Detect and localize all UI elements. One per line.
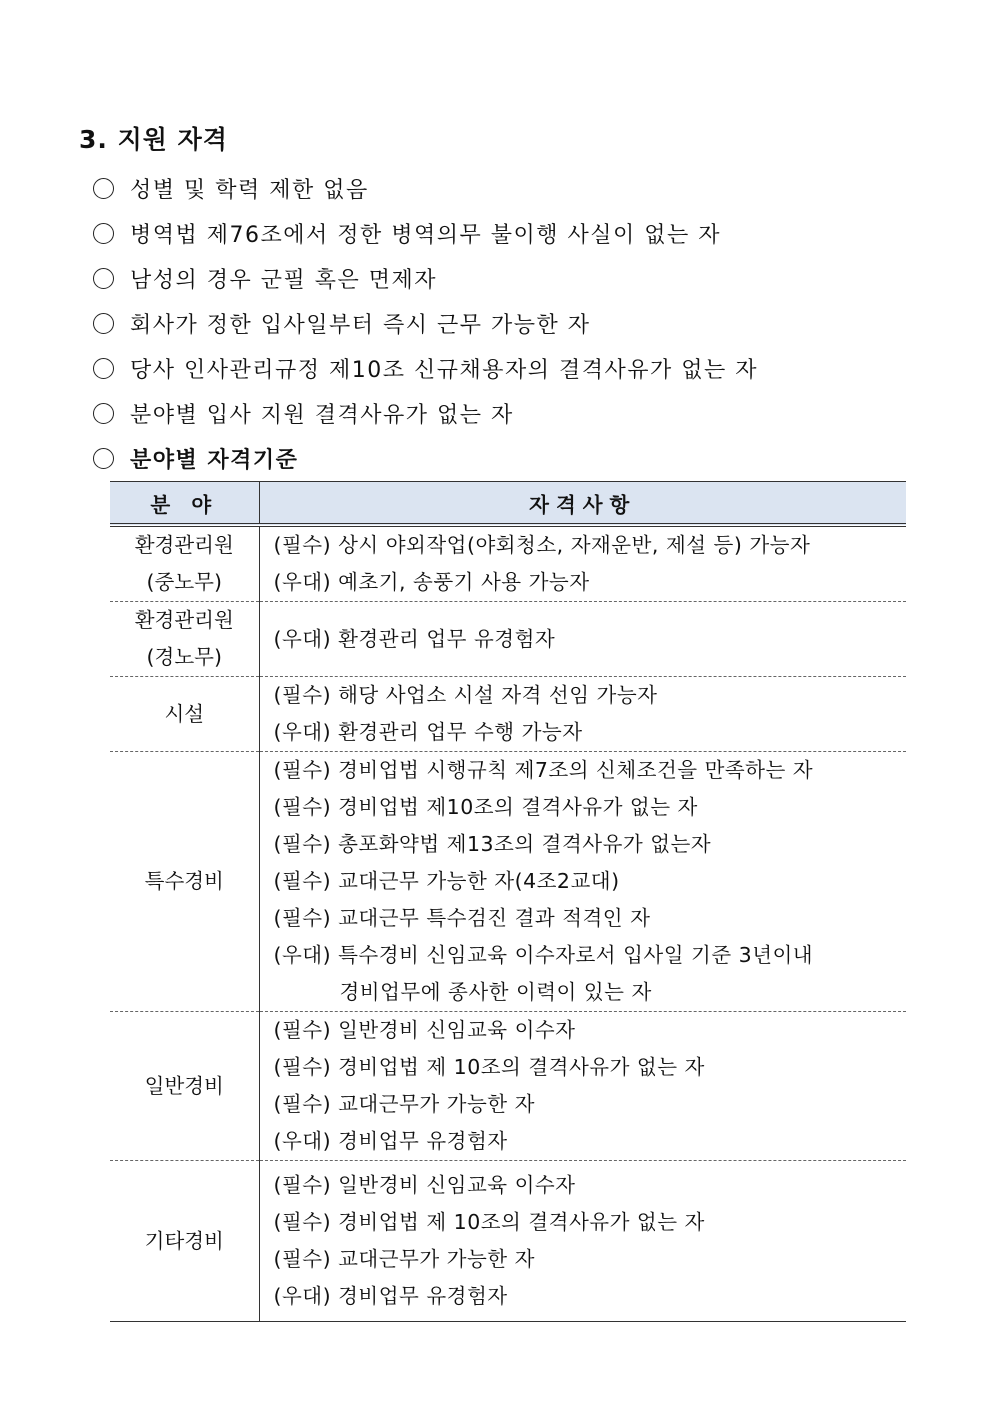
qualification-table (110, 481, 906, 1322)
requirement-line: (우대) 경비업무 유경험자 (273, 1129, 508, 1153)
requirement-line: (필수) 교대근무가 가능한 자 (273, 1247, 535, 1271)
requirement-line: (필수) 총포화약법 제13조의 결격사유가 없는자 (273, 832, 712, 856)
bullet-item: 분야별 입사 지원 결격사유가 없는 자 (93, 391, 758, 436)
field-cell: 환경관리원 (중노무) (110, 525, 259, 602)
table-row (110, 525, 906, 602)
requirements-cell (259, 1161, 906, 1322)
requirement-line: (필수) 경비업법 제 10조의 결격사유가 없는 자 (273, 1210, 705, 1234)
section-title: 3. 지원 자격 (79, 125, 228, 154)
requirement-line: (필수) 경비업법 제10조의 결격사유가 없는 자 (273, 795, 698, 819)
circle-bullet-icon (93, 448, 114, 469)
requirement-line-continued: 경비업무에 종사한 이력이 있는 자 (339, 980, 652, 1004)
requirement-line: (필수) 경비업법 시행규칙 제7조의 신체조건을 만족하는 자 (273, 758, 814, 782)
bullet-item: 회사가 정한 입사일부터 즉시 근무 가능한 자 (93, 301, 758, 346)
bullet-item: 성별 및 학력 제한 없음 (93, 166, 758, 211)
circle-bullet-icon (93, 403, 114, 424)
circle-bullet-icon (93, 313, 114, 334)
requirement-line: (필수) 해당 사업소 시설 자격 선임 가능자 (273, 683, 658, 707)
requirement-line: (우대) 특수경비 신임교육 이수자로서 입사일 기준 3년이내 (273, 943, 814, 967)
bullet-list (93, 166, 758, 481)
table-row (110, 1161, 906, 1322)
requirements-cell (259, 602, 906, 677)
requirement-line: (필수) 일반경비 신임교육 이수자 (273, 1173, 576, 1197)
field-cell: 시설 (110, 677, 259, 752)
field-cell: 기타경비 (110, 1161, 259, 1322)
requirements-cell (259, 752, 906, 1012)
requirement-line: (필수) 교대근무 가능한 자(4조2교대) (273, 869, 620, 893)
requirement-line: (필수) 상시 야외작업(야회청소, 자재운반, 제설 등) 가능자 (273, 533, 811, 557)
requirements-cell (259, 525, 906, 602)
table-row (110, 752, 906, 1012)
circle-bullet-icon (93, 223, 114, 244)
field-cell: 특수경비 (110, 752, 259, 1012)
table-row (110, 677, 906, 752)
requirements-cell (259, 1012, 906, 1161)
table-row (110, 602, 906, 677)
table-row (110, 1012, 906, 1161)
requirement-line: (우대) 환경관리 업무 수행 가능자 (273, 720, 583, 744)
table-header-row (110, 482, 906, 526)
bullet-item-criteria: 분야별 자격기준 (93, 436, 758, 481)
bullet-item: 남성의 경우 군필 혹은 면제자 (93, 256, 758, 301)
requirement-line: (필수) 일반경비 신임교육 이수자 (273, 1018, 576, 1042)
requirement-line: (필수) 교대근무가 가능한 자 (273, 1092, 535, 1116)
requirement-line: (우대) 환경관리 업무 유경험자 (273, 626, 556, 651)
field-cell: 일반경비 (110, 1012, 259, 1161)
requirement-line: (우대) 경비업무 유경험자 (273, 1284, 508, 1308)
field-cell: 환경관리원 (경노무) (110, 602, 259, 677)
header-qualification: 자격사항 (259, 482, 906, 526)
requirement-line: (필수) 교대근무 특수검진 결과 적격인 자 (273, 906, 651, 930)
header-field: 분 야 (110, 482, 259, 526)
bullet-item: 당사 인사관리규정 제10조 신규채용자의 결격사유가 없는 자 (93, 346, 758, 391)
bullet-item: 병역법 제76조에서 정한 병역의무 불이행 사실이 없는 자 (93, 211, 758, 256)
circle-bullet-icon (93, 268, 114, 289)
requirements-cell (259, 677, 906, 752)
requirement-line: (필수) 경비업법 제 10조의 결격사유가 없는 자 (273, 1055, 705, 1079)
circle-bullet-icon (93, 358, 114, 379)
requirement-line: (우대) 예초기, 송풍기 사용 가능자 (273, 570, 590, 594)
circle-bullet-icon (93, 178, 114, 199)
